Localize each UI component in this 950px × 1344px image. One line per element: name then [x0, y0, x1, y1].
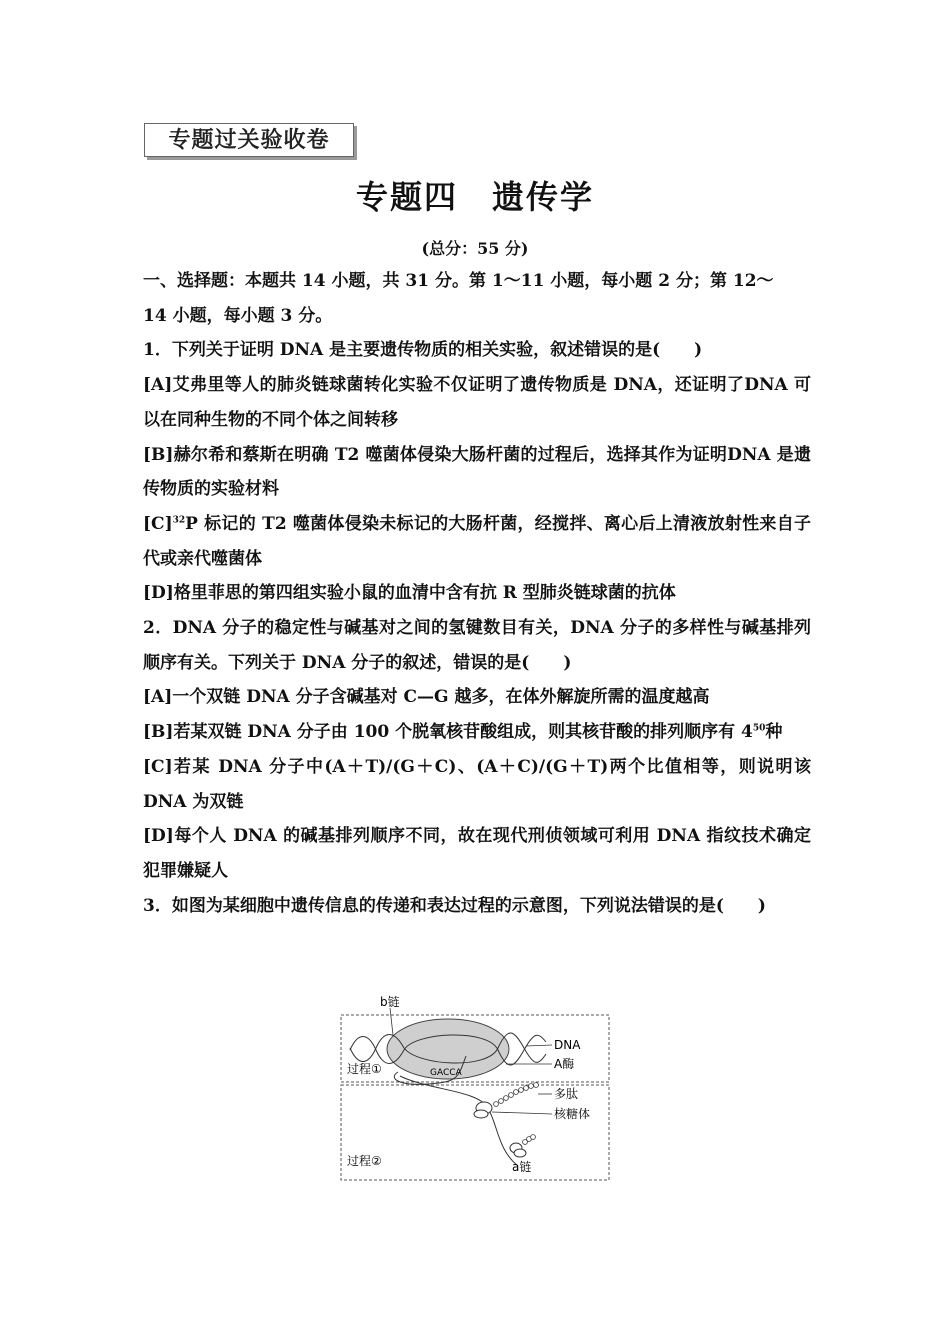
ribosome-leader: [492, 1112, 552, 1114]
q1-option-c: [143, 507, 811, 576]
q2-option-b: [143, 715, 811, 750]
option-label: [B]: [143, 444, 174, 465]
option-text: P 标记的 T2 噬菌体侵染未标记的大肠杆菌，经搅拌、离心后上清液放射性来自子代或亲代噬菌体: [143, 513, 811, 569]
dna-leader: [526, 1045, 552, 1046]
process1-label: 过程①: [347, 1062, 382, 1076]
option-text: 一个双链 DNA 分子含碱基对 C—G 越多，在体外解旋所需的温度越高: [172, 687, 710, 708]
b-chain-label: b链: [380, 995, 400, 1009]
polypeptide-chain: [494, 1083, 539, 1107]
q1-option-b: [143, 438, 811, 507]
option-text: 若某双链 DNA 分子由 100 个脱氧核苷酸组成，则其核苷酸的排列顺序有 4: [173, 722, 753, 743]
ribosome-label: 核糖体: [554, 1107, 591, 1121]
mrna-strand: [400, 1076, 518, 1166]
q2-stem: 2．DNA 分子的稳定性与碱基对之间的氢键数目有关，DNA 分子的多样性与碱基排列顺序有关。下列关于 DNA 分子的叙述，错误的是( ): [143, 618, 811, 673]
option-text: 若某 DNA 分子中(A＋T)/(G＋C)、(A＋C)/(G＋T)两个比值相等，则说明该DNA 为双链: [143, 756, 811, 812]
option-label: [A]: [143, 687, 173, 708]
section-heading: [143, 264, 811, 333]
process2-label: 过程②: [347, 1154, 382, 1168]
option-label: [A]: [143, 375, 173, 396]
section-heading-line1: 一、选择题：本题共 14 小题，共 31 分。第 1～11 小题，每小题 2 分；第 12～: [143, 271, 774, 291]
section-heading-line2: 14 小题，每小题 3 分。: [143, 305, 333, 326]
q3-stem: 3．如图为某细胞中遗传信息的传递和表达过程的示意图，下列说法错误的是( ): [143, 895, 766, 916]
option-label: [B]: [143, 722, 174, 743]
total-score: (总分：55 分): [421, 239, 529, 258]
question-body: [143, 264, 811, 923]
q2-option-d: [143, 819, 811, 888]
q1-stem: 1．下列关于证明 DNA 是主要遗传物质的相关实验，叙述错误的是( ): [143, 340, 703, 361]
page-title: 专题四 遗传学: [355, 178, 594, 216]
option-label: [D]: [143, 826, 174, 847]
option-text-tail: 种: [765, 722, 783, 743]
dna-label: DNA: [554, 1038, 581, 1052]
superscript: 32: [172, 515, 186, 526]
option-text: 格里菲思的第四组实验小鼠的血清中含有抗 R 型肺炎链球菌的抗体: [173, 583, 676, 604]
a-enzyme-label: A酶: [554, 1057, 575, 1071]
superscript: 50: [752, 723, 766, 734]
q1-option-d: [143, 576, 811, 611]
option-label: [C]: [143, 513, 173, 534]
a-chain-label: a链: [512, 1160, 532, 1174]
option-label: [C]: [143, 756, 173, 777]
b-chain-leader: [390, 1008, 393, 1035]
polypeptide-label: 多肽: [554, 1087, 579, 1101]
ribosome-bottom: [474, 1110, 488, 1118]
option-text: 每个人 DNA 的碱基排列顺序不同，故在现代刑侦领域可利用 DNA 指纹技术确定犯罪嫌疑人: [143, 826, 811, 881]
gene-expression-diagram: [338, 990, 612, 1186]
polypeptide-chain-2: [523, 1135, 536, 1145]
q2-option-c: [143, 750, 811, 819]
q1-option-a: [143, 368, 811, 437]
option-label: [D]: [143, 583, 174, 604]
option-text: 艾弗里等人的肺炎链球菌转化实验不仅证明了遗传物质是 DNA，还证明了DNA 可以在同种生物的不同个体之间转移: [143, 375, 811, 430]
q2-option-a: [143, 680, 811, 715]
option-text: 赫尔希和蔡斯在明确 T2 噬菌体侵染大肠杆菌的过程后，选择其作为证明DNA 是遗传物质的实验材料: [143, 444, 811, 500]
section-banner: 专题过关验收卷: [144, 123, 354, 157]
sequence-label: GACCA: [430, 1068, 462, 1078]
ribosome2-bottom: [514, 1149, 526, 1157]
